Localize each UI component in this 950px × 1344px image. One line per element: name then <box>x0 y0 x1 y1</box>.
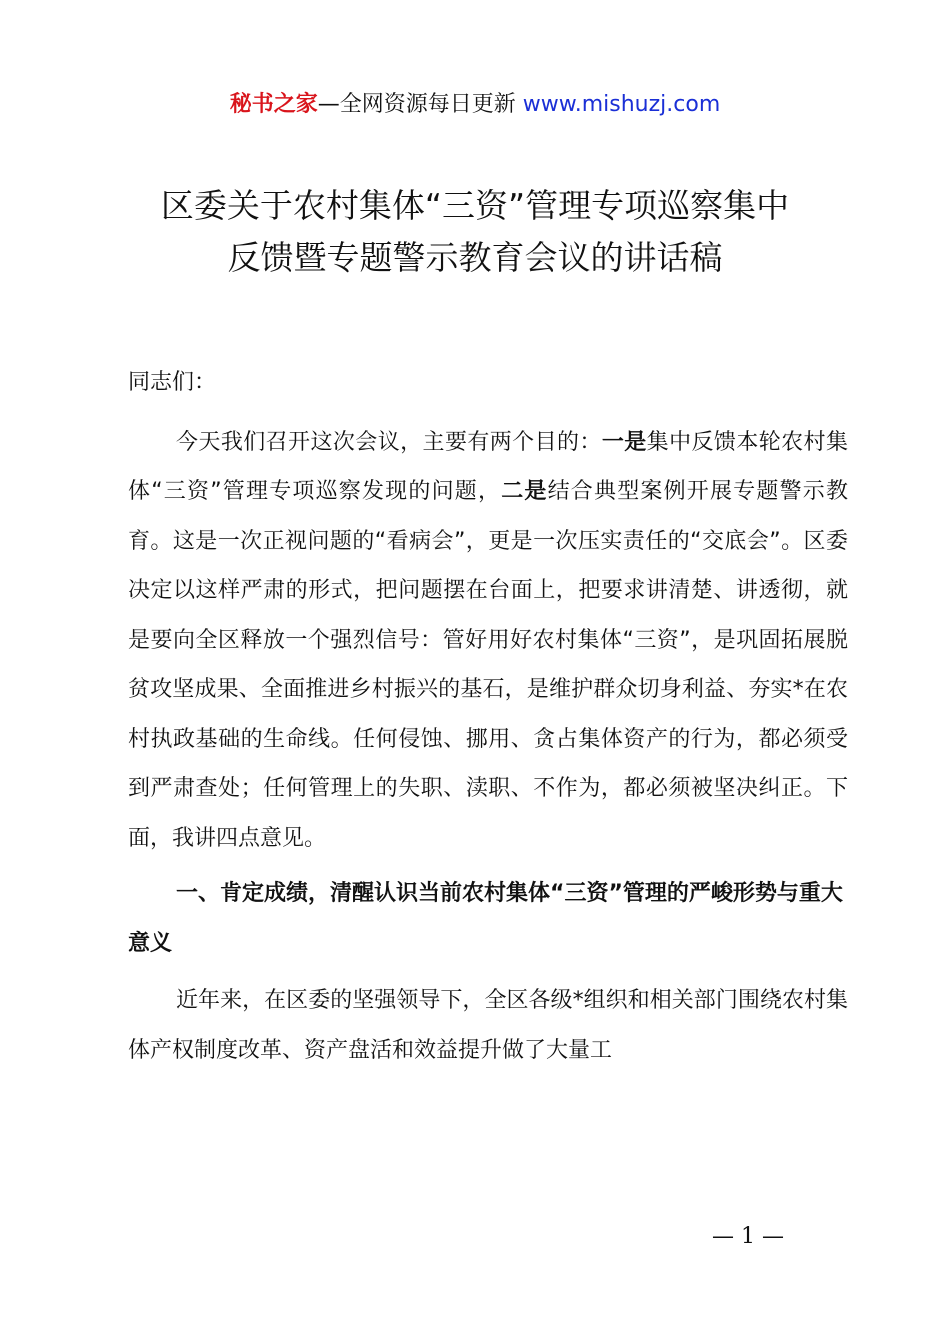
emphasis-first: 一是 <box>601 429 647 455</box>
page-number: — 1 — <box>712 1224 784 1249</box>
brand-name: 秘书之家 <box>229 92 318 117</box>
paragraph-1-text-c: 集中反馈本轮农村集体“三资”管理专项巡察发现的问题， <box>128 429 848 504</box>
paragraph-1 <box>128 418 848 864</box>
title-line-1: 区委关于农村集体“三资”管理专项巡察集中 <box>160 186 790 225</box>
header-slogan: —全网资源每日更新 <box>317 92 523 117</box>
salutation: 同志们： <box>128 370 217 395</box>
title-line-2: 反馈暨专题警示教育会议的讲话稿 <box>227 238 723 277</box>
site-header <box>0 88 950 122</box>
site-url-link[interactable]: www.mishuzj.com <box>522 92 721 117</box>
paragraph-2: 近年来，在区委的坚强领导下，全区各级*组织和相关部门围绕农村集体产权制度改革、资产盘活和效益提升做了大量工 <box>128 988 848 1063</box>
paragraph-1-text-d: 结合典型案例开展专题警示教育。这是一次正视问题的“看病会”，更是一次压实责任的“交底会”。区委决定以这样严肃的形式，把问题摆在台面上，把要求讲清楚、讲透彻，就是要向全区释放一个强烈信号：管好用好农村集体“三资”，是巩固拓展脱贫攻坚成果、全面推进乡村振兴的基石，是维护群众切身利益、夯实*在农村执政基础的生命线。任何侵蚀、挪用、贪占集体资产的行为，都必须受到严肃查处；任何管理上的失职、渎职、不作为，都必须被坚决纠正。下面，我讲四点意见。 <box>128 479 848 851</box>
document-title <box>0 180 950 284</box>
section-heading-1: 一、肯定成绩，清醒认识当前农村集体“三资”管理的严峻形势与重大意义 <box>128 881 843 956</box>
emphasis-second: 二是 <box>501 479 548 504</box>
paragraph-1-text-a: 今天我们召开这次会议，主要有两个目的： <box>176 429 602 455</box>
document-body <box>128 358 848 1081</box>
